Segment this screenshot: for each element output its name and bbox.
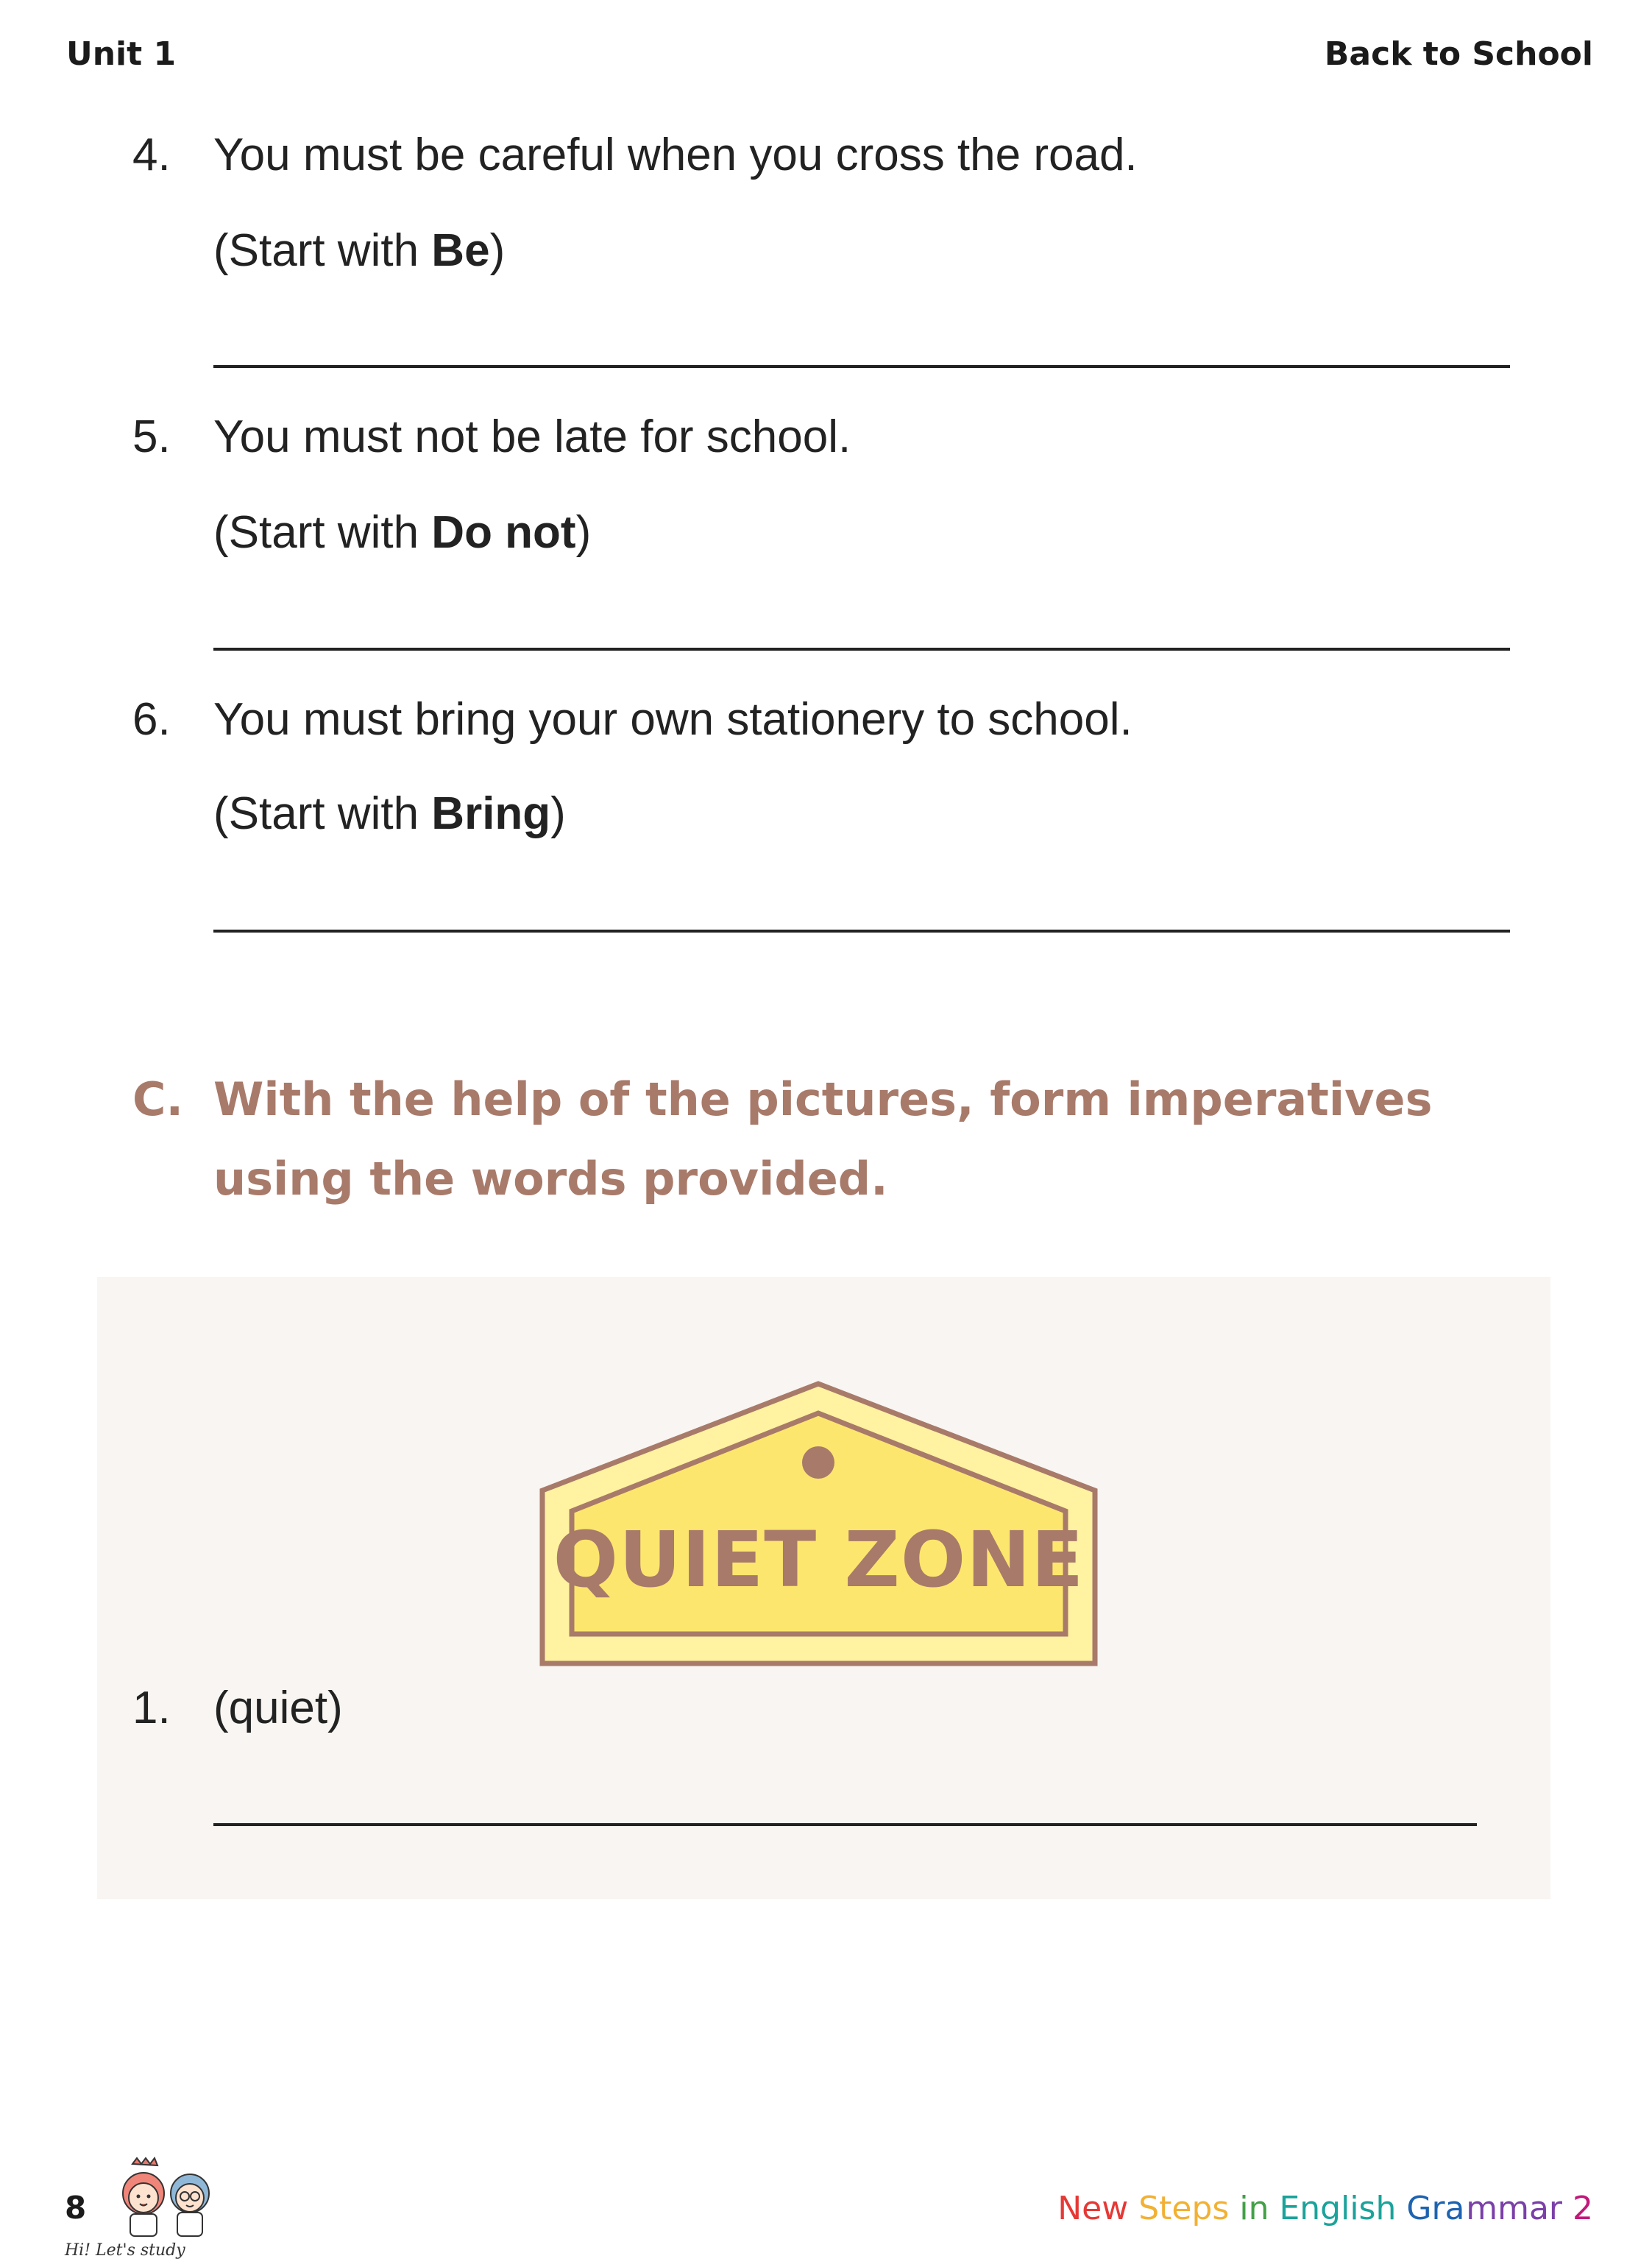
hint-suffix: )	[550, 788, 566, 839]
book-title-part: Steps	[1138, 2190, 1230, 2227]
question-text: You must not be late for school.	[213, 411, 851, 462]
question-hint	[213, 506, 591, 559]
book-title-part: English	[1279, 2190, 1397, 2227]
book-title-part: mmar	[1466, 2190, 1562, 2227]
item-word: (quiet)	[213, 1683, 343, 1733]
item-number: 1.	[132, 1683, 171, 1733]
question-text: You must be careful when you cross the road.	[213, 130, 1138, 180]
question-text: You must bring your own stationery to school.	[213, 694, 1132, 745]
book-title-part: 2	[1573, 2190, 1593, 2227]
unit-label: Unit 1	[66, 35, 177, 73]
hint-word: Be	[431, 225, 490, 276]
section-title: With the help of the pictures, form imperatives using the words provided.	[213, 1072, 1433, 1206]
question-hint	[213, 788, 566, 840]
unit-title: Back to School	[1324, 35, 1593, 73]
hint-prefix: (Start with	[213, 225, 432, 276]
book-title-part: Gra	[1406, 2190, 1465, 2227]
page-number: 8	[65, 2190, 87, 2226]
section-letter: C.	[132, 1072, 184, 1126]
question-number: 5.	[132, 411, 171, 462]
book-title	[1057, 2190, 1593, 2227]
hint-word: Do not	[431, 507, 576, 558]
hint-suffix: )	[489, 225, 506, 276]
hint-word: Bring	[431, 788, 551, 839]
book-title-part: in	[1239, 2190, 1269, 2227]
question-number: 4.	[132, 130, 171, 180]
answer-line[interactable]	[213, 365, 1510, 368]
hint-prefix: (Start with	[213, 788, 432, 839]
hint-suffix: )	[575, 507, 592, 558]
answer-line[interactable]	[213, 1823, 1477, 1826]
hint-prefix: (Start with	[213, 507, 432, 558]
question-number: 6.	[132, 694, 171, 745]
mascot-caption: Hi! Let's study	[65, 2241, 185, 2260]
sign-text: QUIET ZONE	[553, 1515, 1085, 1605]
answer-line[interactable]	[213, 930, 1510, 933]
question-hint	[213, 224, 505, 277]
answer-line[interactable]	[213, 648, 1510, 651]
book-title-part: New	[1057, 2190, 1129, 2227]
